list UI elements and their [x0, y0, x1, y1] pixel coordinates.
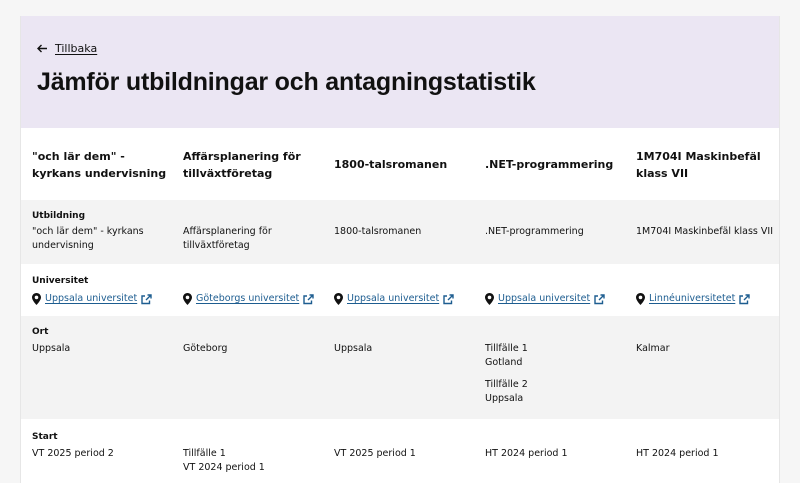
cell-value	[625, 292, 776, 306]
row-label: Universitet	[32, 276, 89, 286]
column-header: Affärsplanering för tillväxtföretag	[183, 150, 301, 180]
external-link-icon[interactable]	[594, 294, 605, 305]
map-pin-icon	[334, 293, 343, 305]
cell-line: Gotland	[485, 357, 523, 368]
cell-value: Göteborg	[183, 343, 228, 354]
cell-value: 1800-talsromanen	[334, 226, 422, 237]
cell-line: Tillfälle 2	[485, 379, 528, 390]
university-link[interactable]: Uppsala universitet	[45, 293, 138, 304]
cell-line: Tillfälle 1	[485, 343, 528, 354]
cell-value: "och lär dem" - kyrkans undervisning	[32, 226, 144, 251]
page-title: Jämför utbildningar och antagningstatistik	[37, 68, 536, 96]
row-label: Utbildning	[32, 211, 86, 221]
university-link[interactable]: Göteborgs universitet	[196, 293, 300, 304]
external-link-icon[interactable]	[443, 294, 454, 305]
cell-value: VT 2025 period 1	[334, 448, 416, 459]
external-link-icon[interactable]	[303, 294, 314, 305]
column-header: "och lär dem" - kyrkans undervisning	[32, 150, 167, 180]
external-link-icon[interactable]	[739, 294, 750, 305]
arrow-left-icon	[37, 44, 48, 53]
cell-value: HT 2024 period 1	[485, 448, 568, 459]
cell-value: 1M704I Maskinbefäl klass VII	[636, 226, 774, 237]
page-header	[21, 16, 779, 128]
row-utbildning	[21, 200, 779, 264]
university-link[interactable]: Linnéuniversitetet	[649, 293, 736, 304]
comparison-card	[20, 16, 780, 483]
column-header: 1800-talsromanen	[334, 158, 448, 171]
back-link[interactable]	[37, 42, 97, 55]
cell-value	[474, 342, 625, 406]
cell-line: Tillfälle 1	[183, 448, 226, 459]
column-headers	[21, 128, 779, 200]
cell-value	[172, 447, 323, 475]
cell-line: VT 2024 period 1	[183, 462, 265, 473]
cell-value: Affärsplanering för tillväxtföretag	[183, 226, 272, 251]
university-link[interactable]: Uppsala universitet	[498, 293, 591, 304]
map-pin-icon	[32, 293, 41, 305]
row-label: Start	[32, 432, 58, 442]
cell-value: HT 2024 period 1	[636, 448, 719, 459]
cell-value	[172, 292, 323, 306]
map-pin-icon	[636, 293, 645, 305]
cell-value: VT 2025 period 2	[32, 448, 114, 459]
row-start	[21, 419, 779, 483]
row-universitet	[21, 264, 779, 316]
cell-value: Kalmar	[636, 343, 670, 354]
cell-value	[474, 292, 625, 306]
column-header: .NET-programmering	[485, 158, 614, 171]
back-link-label[interactable]: Tillbaka	[55, 42, 98, 55]
external-link-icon[interactable]	[141, 294, 152, 305]
cell-value: Uppsala	[334, 343, 373, 354]
cell-value: Uppsala	[32, 343, 71, 354]
row-label: Ort	[32, 327, 49, 337]
column-header: 1M704I Maskinbefäl klass VII	[636, 150, 761, 180]
university-link[interactable]: Uppsala universitet	[347, 293, 440, 304]
row-ort	[21, 316, 779, 419]
cell-value	[323, 292, 474, 306]
cell-line: Uppsala	[485, 393, 524, 404]
cell-value	[21, 292, 172, 306]
map-pin-icon	[485, 293, 494, 305]
cell-value: .NET-programmering	[485, 226, 584, 237]
map-pin-icon	[183, 293, 192, 305]
